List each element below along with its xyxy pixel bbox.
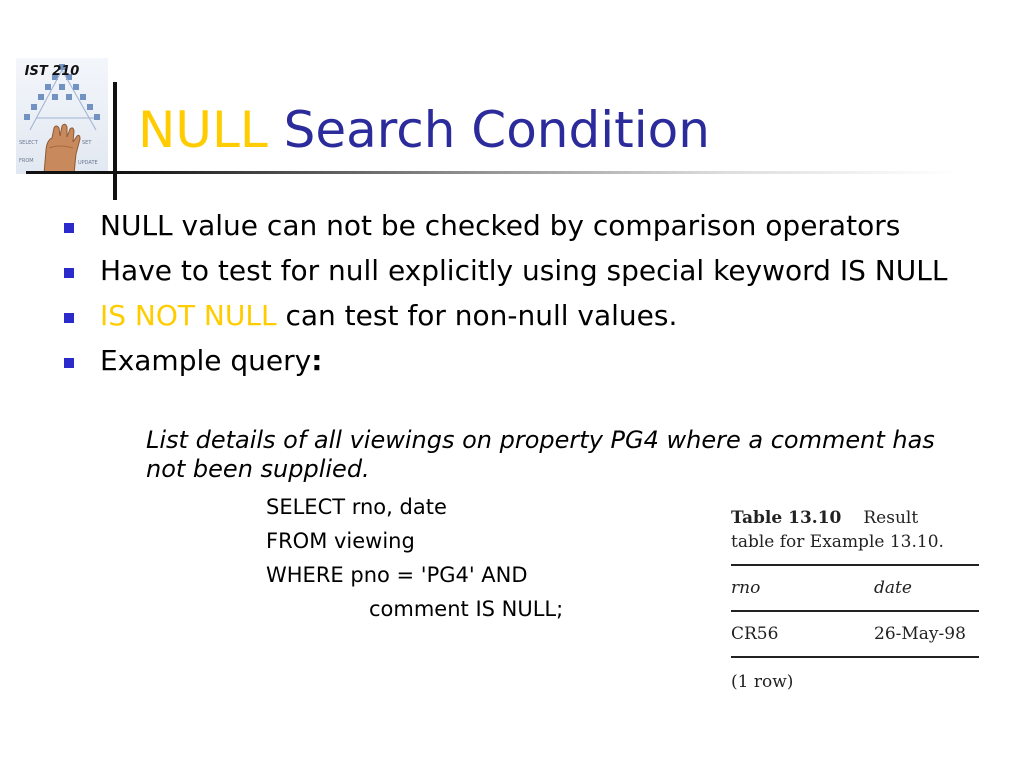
square-bullet-icon [64,313,74,323]
table-caption-title: Result [863,508,919,528]
header-vertical-divider [113,82,117,200]
svg-text:SELECT: SELECT [19,140,38,146]
svg-text:FROM: FROM [19,158,34,164]
column-header-rno: rno [731,578,761,598]
table-header-row [731,566,979,610]
table-cell-date: 26-May-98 [874,624,966,644]
bullet-text: Have to test for null explicitly using special keyword IS NULL [100,254,948,287]
title-rest: Search Condition [283,101,710,159]
bullet-highlight: IS NOT NULL [100,299,277,332]
table-cell-rno: CR56 [731,624,779,644]
bullet-item [62,298,992,334]
result-table [731,506,979,692]
title-keyword: NULL [138,101,268,159]
table-footer: (1 row) [731,672,794,692]
bullet-text: NULL value can not be checked by comparison operators [100,209,901,242]
bullet-text: can test for non-null values. [285,299,678,332]
logo-label: IST 210 [24,64,80,79]
header-horizontal-divider [26,171,956,174]
sql-line: comment IS NULL; [369,597,564,621]
svg-text:SET: SET [82,140,92,146]
sql-line: WHERE pno = 'PG4' AND [266,563,528,587]
square-bullet-icon [64,268,74,278]
bullet-text: Example query [100,344,312,377]
table-caption-label: Table 13.10 [731,508,842,528]
table-row [731,612,979,656]
sql-line: SELECT rno, date [266,495,447,519]
sql-line: FROM viewing [266,529,415,553]
bullet-item [62,253,992,289]
bullet-item [62,208,992,244]
table-caption-line2: table for Example 13.10. [731,532,944,552]
svg-text:UPDATE: UPDATE [78,160,98,166]
bullet-suffix: : [311,344,323,377]
column-header-date: date [874,578,912,598]
bullet-list [62,208,992,388]
table-caption [731,506,979,530]
query-description: List details of all viewings on property PG4 where a comment has not been supplied. [146,426,935,483]
square-bullet-icon [64,223,74,233]
slide-title [138,100,710,160]
square-bullet-icon [64,358,74,368]
bullet-item [62,343,992,379]
